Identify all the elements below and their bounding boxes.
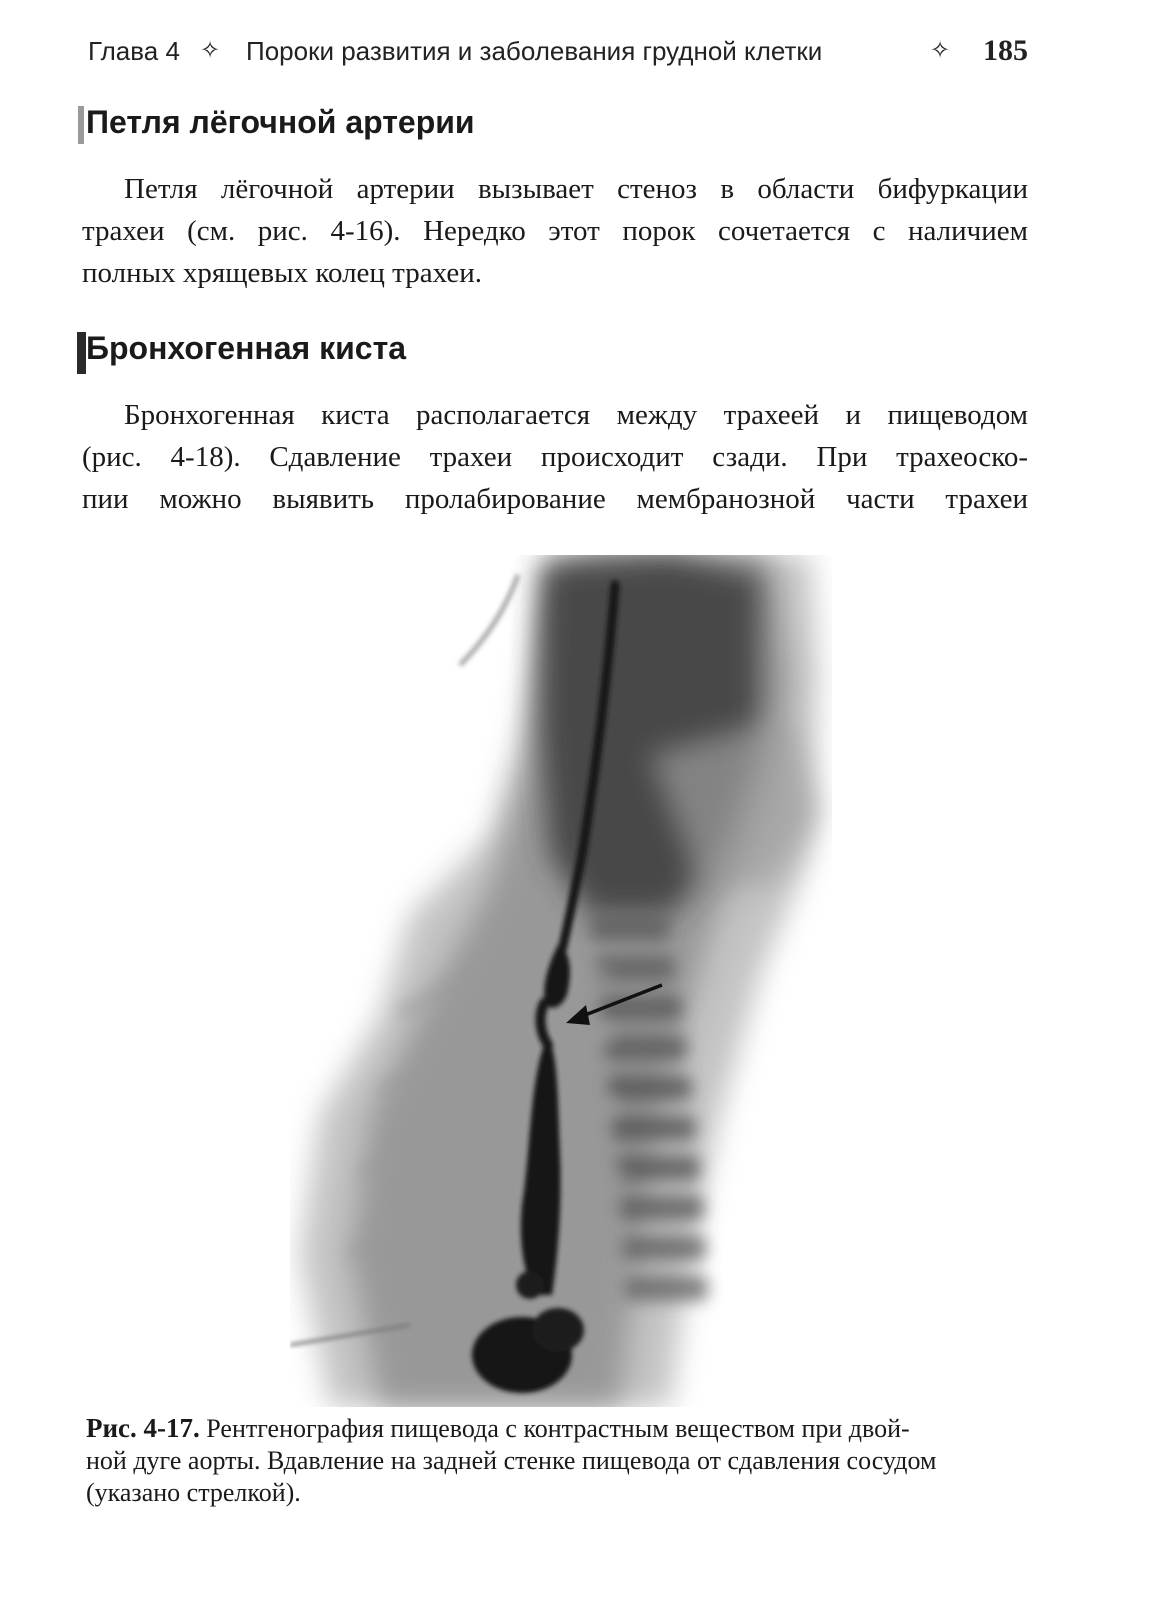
- paragraph-line: Бронхогенная киста располагается между трахеей и пищеводом: [124, 399, 1028, 431]
- xray-figure: [290, 555, 832, 1407]
- section-heading-text: Петля лёгочной артерии: [86, 104, 475, 140]
- heading-marker: [78, 106, 84, 144]
- paragraph-bronchogenic-cyst: [82, 394, 1028, 520]
- section-heading-bronchogenic-cyst: [86, 330, 406, 367]
- chapter-title: Пороки развития и заболевания грудной клетки: [246, 36, 823, 66]
- xray-image: [290, 555, 832, 1407]
- diamond-separator-icon: ✧: [200, 37, 221, 64]
- caption-text: Рентгенография пищевода с контрастным веществом при двой-: [206, 1414, 910, 1443]
- paragraph-line: пии можно выявить пролабирование мембранозной части трахеи: [82, 483, 1028, 515]
- caption-line: (указано стрелкой).: [86, 1478, 301, 1507]
- paragraph-line: полных хрящевых колец трахеи.: [82, 257, 482, 289]
- section-heading-pulmonary-sling: [86, 104, 475, 141]
- caption-line: ной дуге аорты. Вдавление на задней стенке пищевода от сдавления сосудом: [86, 1446, 937, 1475]
- page-number: 185: [983, 34, 1028, 67]
- chapter-label: Глава 4: [88, 36, 180, 66]
- caption-line: [86, 1412, 1030, 1445]
- heading-marker: [77, 332, 86, 374]
- figure-label: Рис. 4-17.: [86, 1413, 200, 1443]
- paragraph-pulmonary-sling: [82, 168, 1028, 294]
- diamond-separator-icon-2: ✧: [930, 37, 951, 64]
- paragraph-line: Петля лёгочной артерии вызывает стеноз в области бифуркации: [124, 173, 1028, 205]
- paragraph-line: трахеи (см. рис. 4-16). Нередко этот порок сочетается с наличием: [82, 215, 1028, 247]
- paragraph-line: (рис. 4-18). Сдавление трахеи происходит сзади. При трахеоско-: [82, 441, 1028, 473]
- running-head: [88, 36, 1028, 76]
- figure-caption: [86, 1412, 1030, 1509]
- section-heading-text: Бронхогенная киста: [86, 330, 407, 366]
